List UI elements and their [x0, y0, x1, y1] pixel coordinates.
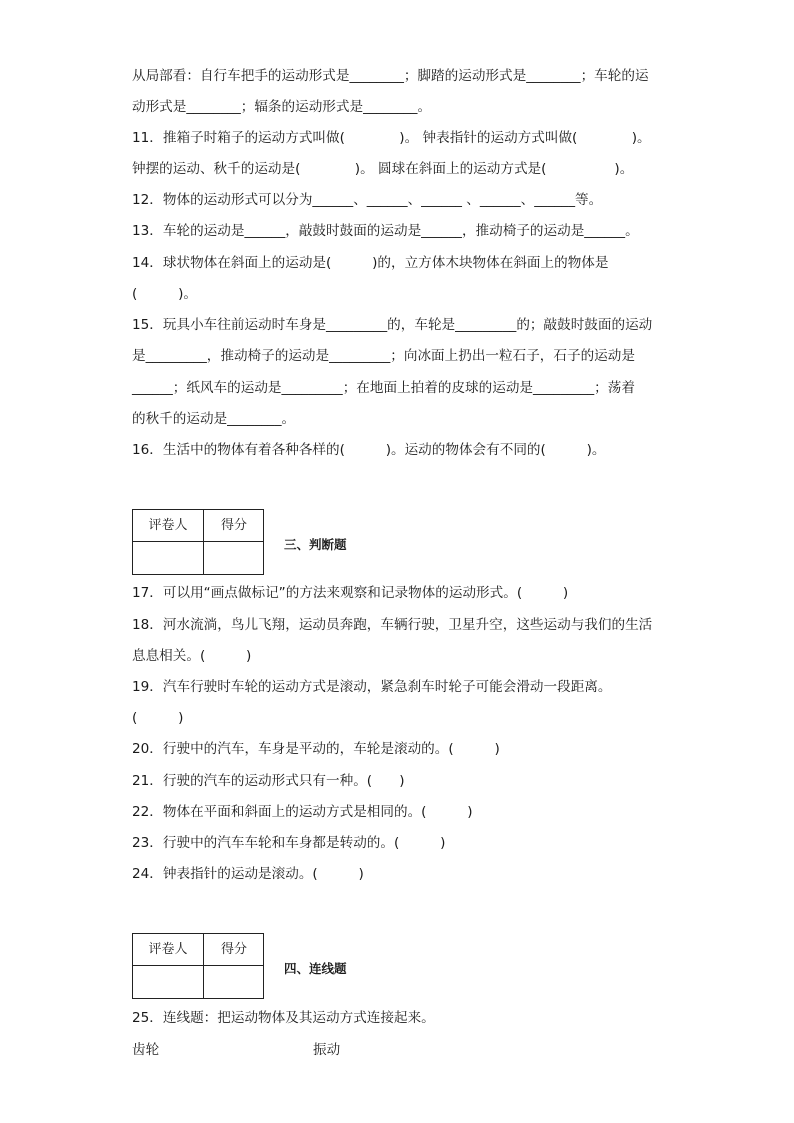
question-18-line-1: 18．河水流淌，鸟儿飞翔，运动员奔跑，车辆行驶，卫星升空，这些运动与我们的生活: [132, 617, 653, 633]
question-10-line-2: 动形式是________；辐条的运动形式是________。: [132, 99, 432, 115]
question-14-line-1: 14．球状物体在斜面上的运动是( )的，立方体木块物体在斜面上的物体是: [132, 255, 609, 271]
question-21: 21．行驶的汽车的运动形式只有一种。( ): [132, 773, 405, 789]
question-11-line-1: 11．推箱子时箱子的运动方式叫做( )。 钟表指针的运动方式叫做( )。: [132, 130, 651, 146]
question-19-line-1: 19．汽车行驶时车轮的运动方式是滚动，紧急刹车时轮子可能会滑动一段距离。: [132, 679, 612, 695]
question-11-line-2: 钟摆的运动、秋千的运动是( )。 圆球在斜面上的运动方式是( )。: [132, 161, 634, 177]
question-15-line-4: 的秋千的运动是________。: [132, 411, 296, 427]
question-12: 12．物体的运动形式可以分为______、______、______ 、______、______等。: [132, 192, 603, 208]
question-18-line-2: 息息相关。( ): [132, 648, 252, 664]
match-right-item: 振动: [313, 1042, 341, 1058]
match-left-item: 齿轮: [132, 1042, 160, 1058]
question-17: 17．可以用“画点做标记”的方法来观察和记录物体的运动形式。( ): [132, 585, 569, 601]
section-title-matching: 四、连线题: [284, 961, 347, 976]
question-10-line-1: 从局部看：自行车把手的运动形式是________；脚踏的运动形式是________；车轮的运: [132, 68, 649, 84]
score-label: 得分: [220, 518, 247, 533]
question-20: 20．行驶中的汽车，车身是平动的，车轮是滚动的。( ): [132, 741, 500, 757]
question-24: 24．钟表指针的运动是滚动。( ): [132, 866, 364, 882]
section-title-judgment: 三、判断题: [284, 537, 347, 552]
score-label: 得分: [220, 942, 247, 957]
grader-label: 评卷人: [148, 518, 188, 533]
question-25: 25．连线题：把运动物体及其运动方式连接起来。: [132, 1010, 435, 1026]
question-15-line-3: ______；纸风车的运动是_________；在地面上拍着的皮球的运动是_________；荡着: [132, 380, 635, 396]
question-16: 16．生活中的物体有着各种各样的( )。运动的物体会有不同的( )。: [132, 442, 606, 458]
score-box: [132, 509, 264, 575]
question-14-line-2: ( )。: [132, 286, 197, 302]
grader-label: 评卷人: [148, 942, 188, 957]
question-15-line-1: 15．玩具小车往前运动时车身是_________的，车轮是_________的；敲鼓时鼓面的运动: [132, 317, 653, 333]
score-box: [132, 933, 264, 999]
question-15-line-2: 是_________，推动椅子的运动是_________；向冰面上扔出一粒石子，石子的运动是: [132, 348, 635, 364]
question-19-line-2: ( ): [132, 710, 184, 726]
question-23: 23．行驶中的汽车车轮和车身都是转动的。( ): [132, 835, 446, 851]
question-13: 13．车轮的运动是______，敲鼓时鼓面的运动是______，推动椅子的运动是______。: [132, 223, 639, 239]
question-22: 22．物体在平面和斜面上的运动方式是相同的。( ): [132, 804, 473, 820]
